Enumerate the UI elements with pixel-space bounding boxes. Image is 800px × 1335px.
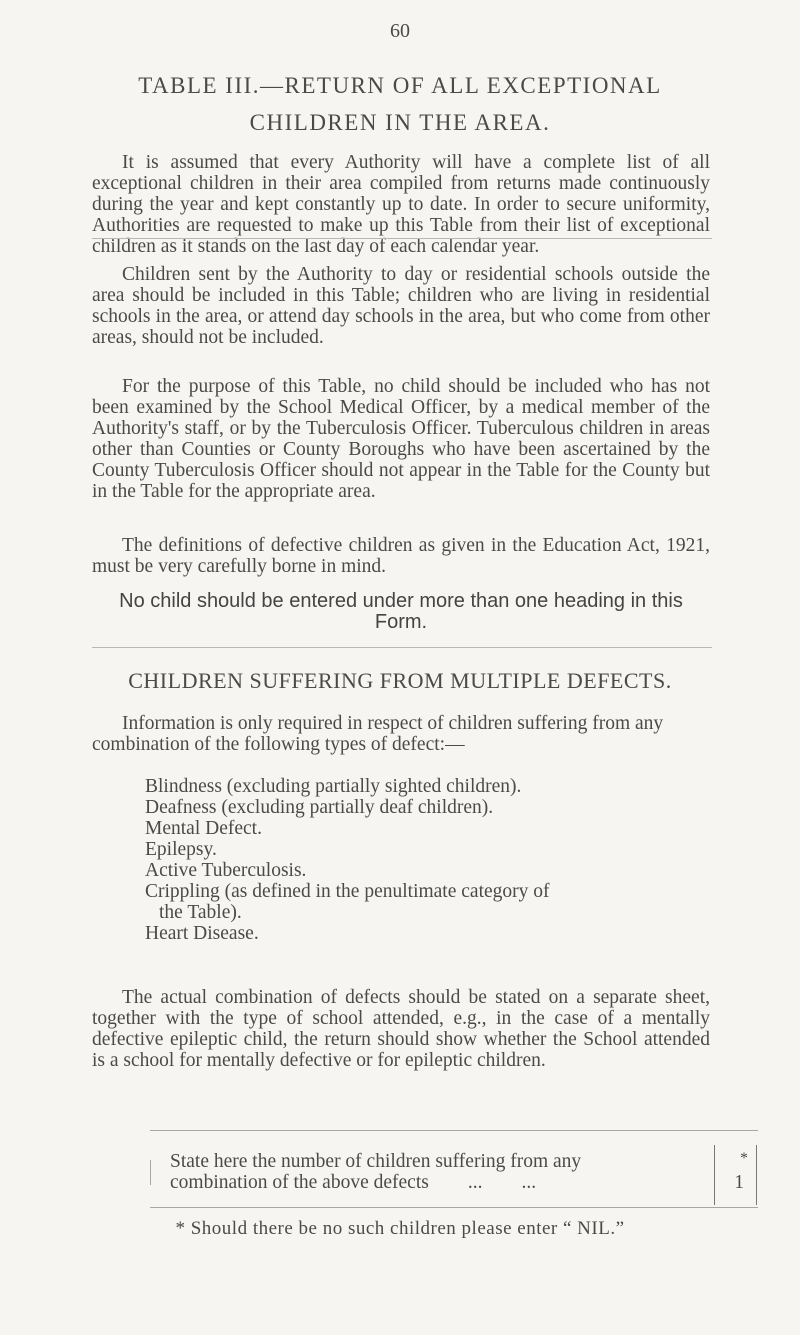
defect-text: Mental Defect. (145, 818, 262, 839)
defect-text-continued: the Table). (159, 902, 242, 923)
divider (92, 238, 712, 239)
defect-item (145, 797, 705, 818)
state-box-value: 1 (734, 1172, 744, 1193)
defect-item (145, 839, 705, 860)
defect-item (145, 860, 705, 881)
box-border-top (150, 1130, 758, 1131)
box-border-left (150, 1160, 151, 1185)
box-border-value-left (714, 1145, 715, 1205)
defect-item (145, 818, 705, 839)
defect-item (145, 776, 705, 797)
box-border-bottom (150, 1207, 758, 1208)
divider (92, 647, 712, 648)
section-intro: Information is only required in respect of children suffering from any combination of the following types of defect:— (92, 713, 664, 755)
paragraph-children-sent: Children sent by the Authority to day or residential schools outside the area should be included in this Table; children who are living in residential schools in the area, or attend day schools in the area, but who come from other areas, should not be included. (92, 264, 710, 348)
table-title-line-2: CHILDREN IN THE AREA. (249, 110, 551, 135)
section-title: CHILDREN SUFFERING FROM MULTIPLE DEFECTS. (128, 668, 672, 693)
defect-text: Deafness (excluding partially deaf children). (145, 797, 494, 818)
defect-item (145, 881, 705, 923)
defect-list (145, 776, 705, 944)
paragraph-assumed-list: It is assumed that every Authority will have a complete list of all exceptional children in their area compiled from returns made continuously during the year and kept constantly up to date. In order to secure uniformity, Authorities are requested to make up this Table from their list of exceptional children as it stands on the last day of each calendar year. (92, 152, 710, 257)
paragraph-definitions: The definitions of defective children as given in the Education Act, 1921, must be very carefully borne in mind. (92, 535, 710, 577)
defect-text: Heart Disease. (145, 923, 259, 944)
table-title-line-1: TABLE III.—RETURN OF ALL EXCEPTIONAL (138, 73, 662, 98)
defect-text: Active Tuberculosis. (145, 860, 307, 881)
box-border-value-right (756, 1145, 757, 1205)
footnote: * Should there be no such children please enter “ NIL.” (175, 1218, 625, 1239)
defect-text: Crippling (as defined in the penultimate category of (145, 881, 550, 902)
page-number: 60 (390, 20, 410, 42)
defect-text: Epilepsy. (145, 839, 217, 860)
emphasis-note: No child should be entered under more than one heading in this Form. (119, 590, 683, 633)
state-box-label-line-2: combination of the above defects ... ... (170, 1172, 537, 1193)
state-box-label-line-1: State here the number of children suffering from any (170, 1151, 582, 1172)
defect-item (145, 923, 705, 944)
defect-text: Blindness (excluding partially sighted children). (145, 776, 522, 797)
paragraph-purpose: For the purpose of this Table, no child should be included who has not been examined by the School Medical Officer, by a medical member of the Authority's staff, or by the Tuberculosis Officer. Tuberculous children in areas other than Counties or County Boroughs who have been ascertained by the County Tuberculosis Officer should not appear in the Table for the County but in the Table for the appropriate area. (92, 376, 710, 502)
paragraph-combination: The actual combination of defects should be stated on a separate sheet, together with the type of school attended, e.g., in the case of a mentally defective epileptic child, the return should show whether the School attended is a school for mentally defective or for epileptic children. (92, 987, 710, 1071)
state-box-label (170, 1151, 710, 1193)
footnote-marker: * (740, 1150, 748, 1167)
